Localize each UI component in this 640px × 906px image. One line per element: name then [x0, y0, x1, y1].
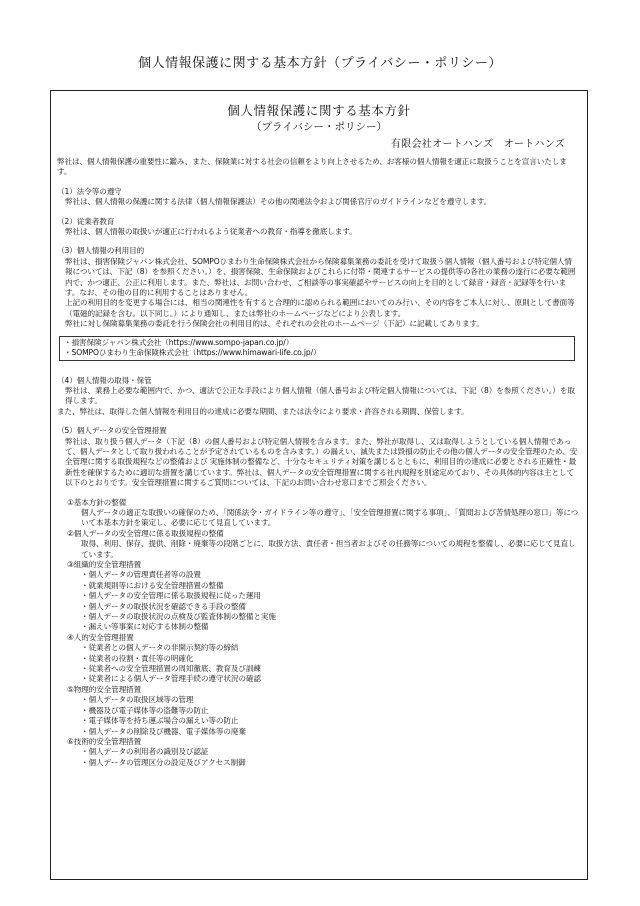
subsection-4-heading: ④人的安全管理措置 [67, 632, 134, 642]
list-item: ・従業者の役割・責任等の明確化 [81, 653, 194, 663]
subsection-6-heading: ⑥技術的安全管理措置 [67, 736, 142, 746]
insurer-links-box [59, 336, 575, 361]
section-1-body: 弊社は、個人情報の保護に関する法律（個人情報保護法）その他の関連法令および関係官庁のガイドラインなどを遵守します。 [65, 197, 492, 207]
section-2-heading: （2）従業者教育 [57, 216, 115, 226]
section-1-heading: （1）法令等の遵守 [57, 186, 122, 196]
subsection-3-heading: ③組織的安全管理措置 [67, 560, 142, 569]
list-item: ・個人データの管理責任者等の設置 [81, 570, 201, 580]
list-item: ・個人データの取扱区域等の管理 [81, 695, 194, 705]
list-item: ・個人データの安全管理に係る取扱規程に従った運用 [81, 591, 261, 601]
policy-subtitle: （プライバシー・ポリシー） [251, 121, 387, 133]
list-item: ・漏えい等事案に対応する体制の整備 [81, 622, 209, 632]
section-5-heading: （5）個人データの安全管理措置 [57, 426, 167, 436]
policy-title: 個人情報保護に関する基本方針 [227, 103, 411, 118]
subsection-5-heading: ⑤物理的安全管理措置 [67, 684, 142, 694]
subsection-2-body: 取得、利用、保存、提供、削除・廃棄等の段階ごとに、取扱方法、責任者・担当者およびその任務等についての規程を整備し、必要に応じて見直しています。 [81, 539, 576, 559]
section-4-body-2: また、弊社は、取得した個人情報を利用目的の達成に必要な期間、または法令により要求・許容される期間、保管します。 [57, 406, 469, 416]
page-title: 個人情報保護に関する基本方針（プライバシー・ポリシー） [138, 56, 502, 71]
section-4-body-1: 弊社は、業務上必要な範囲内で、かつ、適法で公正な手段により個人情報（個人番号および特定個人情報については、下記（8）を参照ください。）を取得します。 [65, 385, 575, 406]
policy-box [50, 90, 588, 880]
subsection-4-list [57, 643, 579, 685]
list-item: ・個人データの利用者の識別及び認証 [81, 747, 209, 757]
section-5-body: 弊社は、取り扱う個人データ（下記（8）の個人番号および特定個人情報を含みます。また、弊社が取得し、又は取得しようとしている個人情報であって、個人データとして取り扱われることが予定されているものを含みます。）の漏えい、滅失または毀損の防止その他の個人データの安全管理のため、安全管理に関する取扱規程などの整備および 実施体制の整備など、十分なセキュリティ対策を講じるとともに、利用目的の達成に必要とされる正確性・最新性を確保するために適切な措置を講じています。弊社は、個人データの安全管理措置に関する社内規程を別途定めており、その具体的内容は主として以下のとおりです。安全管理措置に関するご質問については、下記のお問い合わせ窓口までご照会ください。 [65, 436, 578, 488]
subsection-6-list [57, 747, 579, 768]
list-item: ・機器及び電子媒体等の盗難等の防止 [81, 705, 209, 715]
list-item: ・従業者との個人データの非開示契約等の締結 [81, 643, 239, 653]
list-item: ・個人データの取扱状況を確認できる手段の整備 [81, 601, 246, 611]
section-3-body-3: 弊社に対し保険募集業務の委託を行う保険会社の利用目的は、それぞれの会社のホームページ（下記）に記載してあります。 [65, 319, 484, 329]
policy-body [57, 157, 579, 768]
list-item: ・個人データの管理区分の設定及びアクセス制御 [81, 757, 246, 767]
section-3-heading: （3）個人情報の利用目的 [57, 246, 145, 256]
list-item: ・個人データの削除及び機器、電子媒体等の廃棄 [81, 726, 246, 736]
subsection-3-list [57, 570, 579, 632]
subsection-5-list [57, 695, 579, 737]
company-name: 有限会社オートハンズ オートハンズ [390, 139, 565, 150]
list-item: ・従業者による個人データ管理手続の遵守状況の確認 [81, 674, 261, 684]
insurer-link-himawari[interactable]: ・SOMPOひまわり生命保険株式会社（https://www.himawari-life.co.jp/） [64, 348, 321, 358]
section-2-body: 弊社は、個人情報の取扱いが適正に行われるよう従業者への教育・指導を徹底します。 [65, 227, 357, 237]
insurer-link-sompo-japan[interactable]: ・損害保険ジャパン株式会社（https://www.sompo-japan.co.jp/） [64, 337, 294, 347]
subsection-2-heading: ②個人データの安全管理に係る取扱規程の整備 [67, 528, 224, 538]
list-item: ・個人データの取扱状況の点検及び監査体制の整備と実施 [81, 612, 276, 622]
list-item: ・従業者への安全管理措置の周知徹底、教育及び訓練 [81, 664, 261, 674]
list-item: ・電子媒体等を持ち運ぶ場合の漏えい等の防止 [81, 716, 239, 726]
subsection-1-body: 個人データの適正な取扱いの確保のため、「関係法令・ガイドライン等の遵守」、「安全管理措置に関する事項」、「質問および苦情処理の窓口」等について本基本方針を策定し、必要に応じて見直しています。 [81, 507, 579, 528]
list-item: ・就業規則等における安全管理措置の整備 [81, 580, 224, 590]
section-4-heading: （4）個人情報の取得・保管 [57, 375, 152, 385]
intro-text: 弊社は、個人情報保護の重要性に鑑み、また、保険業に対する社会の信頼をより向上させるため、お客様の個人情報を適正に取扱うことを宣言いたします。 [57, 157, 567, 177]
section-3-body-1: 弊社は、損害保険ジャパン株式会社、SOMPOひまわり生命保険株式会社から保険募集業務の委託を受けて取扱う個人情報（個人番号および特定個人情報については、下記（8）を参照ください。）を、損害保険、生命保険およびこれらに付帯・関連するサービスの提供等の各社の業務の遂行に必要な範囲内で、かつ適正、公正に利用します。また、弊社は、お問い合わせ、ご相談等の事実確認やサービスの向上を目的として録音・録音・記録等を行います。なお、その他の目的に利用することはありません。 [65, 256, 576, 298]
subsection-1-heading: ①基本方針の整備 [67, 497, 127, 507]
section-3-body-2: 上記の利用目的を変更する場合には、相当の関連性を有すると合理的に認められる範囲においてのみ行い、その内容をご本人に対し、原則として書面等（電磁的記録を含む。以下同じ。）により通知し、または弊社のホームページなどにより公表します。 [65, 298, 575, 318]
